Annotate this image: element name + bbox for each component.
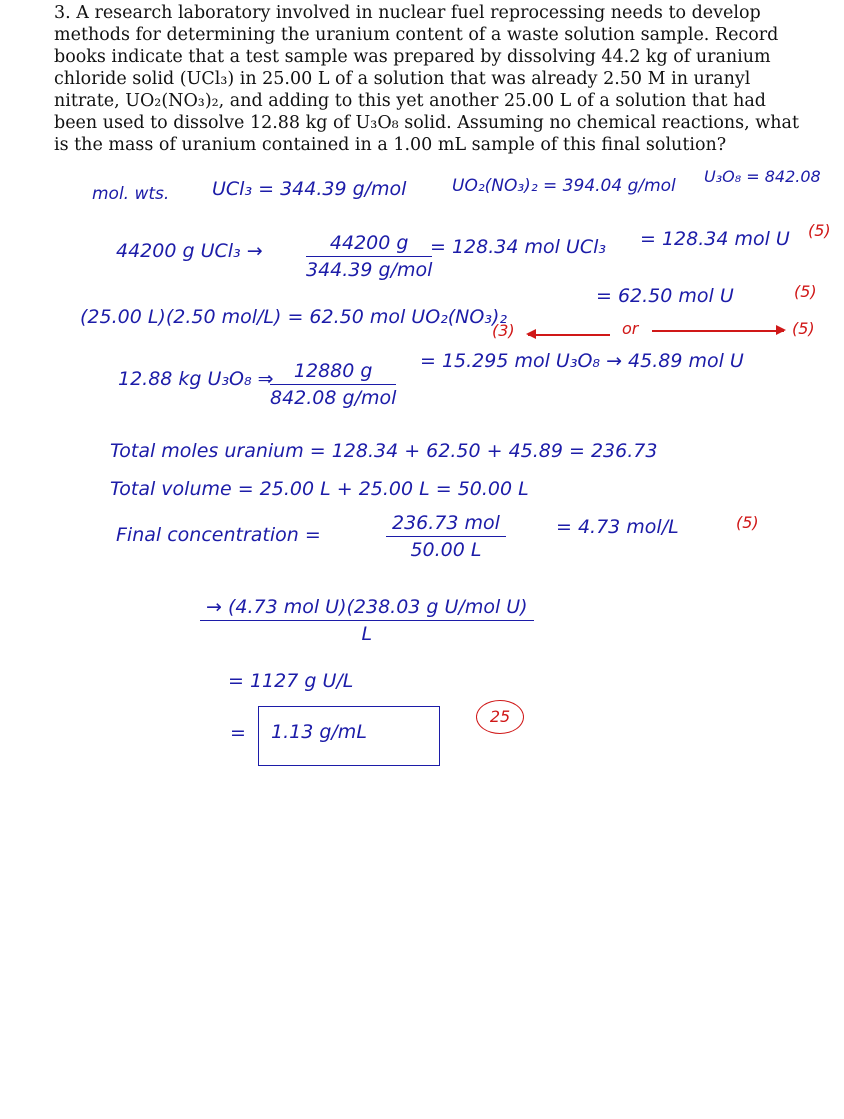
mass-conversion-denominator: L	[361, 623, 373, 645]
answer-box	[258, 706, 440, 766]
u3o8-fraction-denominator: 842.08 g/mol	[270, 387, 397, 409]
final-concentration-points: (5)	[736, 513, 759, 532]
uranyl-nitrate-molar-mass: UO₂(NO₃)₂ = 394.04 g/mol	[452, 176, 676, 196]
ucl3-fraction	[306, 232, 432, 281]
or-left-points: (3)	[492, 321, 515, 340]
final-concentration-numerator: 236.73 mol	[386, 512, 506, 537]
mol-wts-label: mol. wts.	[92, 184, 170, 204]
right-arrow-icon	[652, 330, 784, 332]
total-moles-uranium: Total moles uranium = 128.34 + 62.50 + 45.89 = 236.73	[110, 440, 658, 462]
ucl3-mass-step: 44200 g UCl₃ →	[116, 240, 263, 262]
final-concentration-result: = 4.73 mol/L	[556, 516, 679, 538]
final-answer: 1.13 g/mL	[271, 721, 367, 743]
final-concentration-label: Final concentration =	[116, 524, 321, 546]
left-arrow-icon	[528, 334, 610, 336]
ucl3-points: (5)	[808, 221, 831, 240]
uranyl-nitrate-moles: (25.00 L)(2.50 mol/L) = 62.50 mol UO₂(NO₃)₂	[80, 306, 507, 328]
ucl3-moles: = 128.34 mol UCl₃	[430, 236, 607, 258]
question-text-block	[54, 2, 814, 156]
u3o8-fraction	[270, 360, 396, 409]
or-label: or	[622, 319, 639, 338]
uranyl-nitrate-points: (5)	[794, 282, 817, 301]
question-text: 3. A research laboratory involved in nuclear fuel reprocessing needs to develop methods for determining the uranium content of a waste solution sample. Record books indicate that a test sample was prepared by dissolving 44.2 kg of uranium chloride solid (UCl₃) in 25.00 L of a solution that was already 2.50 M in uranyl nitrate, UO₂(NO₃)₂, and adding to this yet another 25.00 L of a solution that had been used to dissolve 12.88 kg of U₃O₈ solid. Assuming no chemical reactions, what is the mass of uranium contained in a 1.00 mL sample of this final solution?	[54, 3, 799, 155]
u3o8-mass-step: 12.88 kg U₃O₈ ⇒	[118, 368, 274, 390]
answer-equals: =	[230, 722, 246, 744]
ucl3-fraction-denominator: 344.39 g/mol	[306, 259, 433, 281]
total-volume: Total volume = 25.00 L + 25.00 L = 50.00 L	[110, 478, 529, 500]
u3o8-moles-uranium: = 15.295 mol U₃O₈ → 45.89 mol U	[420, 350, 744, 372]
ucl3-fraction-numerator: 44200 g	[306, 232, 432, 257]
final-concentration-denominator: 50.00 L	[410, 539, 482, 561]
or-right-points: (5)	[792, 319, 815, 338]
u3o8-molar-mass: U₃O₈ = 842.08	[704, 167, 821, 186]
ucl3-molar-mass: UCl₃ = 344.39 g/mol	[212, 178, 407, 200]
total-points-circle	[476, 700, 524, 734]
total-points: 25	[489, 707, 511, 726]
uranyl-nitrate-moles-uranium: = 62.50 mol U	[596, 285, 734, 307]
u3o8-fraction-numerator: 12880 g	[270, 360, 396, 385]
grams-per-liter-result: = 1127 g U/L	[228, 670, 354, 692]
final-concentration-fraction	[386, 512, 506, 561]
ucl3-moles-uranium: = 128.34 mol U	[640, 228, 790, 250]
mass-conversion-fraction	[200, 596, 534, 645]
mass-conversion-numerator: → (4.73 mol U)(238.03 g U/mol U)	[200, 596, 534, 621]
